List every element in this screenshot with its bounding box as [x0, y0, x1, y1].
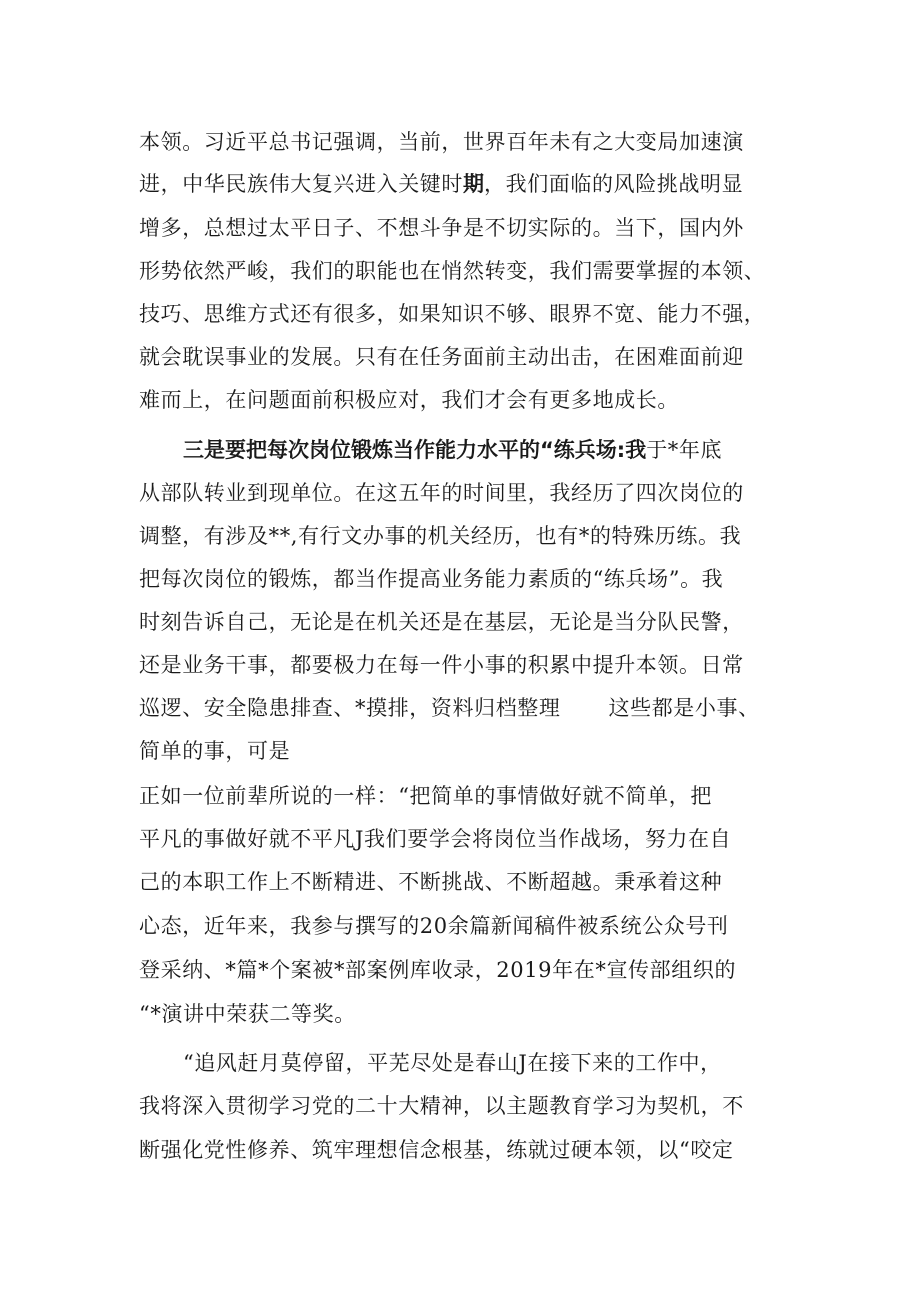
- text-line: 把每次岗位的锻炼，都当作提高业务能力素质的“练兵场”。我: [139, 567, 724, 591]
- text-line: 调整，有涉及**,有行文办事的机关经历，也有*的特殊历练。我: [139, 524, 742, 548]
- text-line: 心态，近年来，我参与撰写的20余篇新闻稿件被系统公众号刊: [139, 914, 729, 938]
- text-line: 我将深入贯彻学习党的二十大精神，以主题教育学习为契机，不: [139, 1094, 744, 1118]
- text-line: 从部队转业到现单位。在这五年的时间里，我经历了四次岗位的: [139, 481, 744, 505]
- text-segment: ，我们面临的风险挑战明显: [484, 172, 744, 196]
- text-segment-bold: 期: [463, 172, 484, 196]
- text-line: [139, 170, 743, 198]
- text-line: 平凡的事做好就不平凡J我们要学会将岗位当作战场，努力在自: [139, 827, 732, 851]
- text-segment: 巡逻、安全隐患排查、*摸排，资料归档整理: [139, 696, 561, 720]
- text-line: 登采纳、*篇*个案被*部案例库收录，2019年在*宣传部组织的: [139, 958, 737, 982]
- text-line: 形势依然严峻，我们的职能也在悄然转变，我们需要掌握的本领、: [139, 259, 766, 283]
- text-line: “追风赶月莫停留，平芜尽处是春山J在接下来的工作中，: [183, 1051, 722, 1075]
- section-heading-line: [183, 436, 722, 464]
- text-segment: 这些都是小事、: [608, 696, 760, 720]
- text-line: 增多，总想过太平日子、不想斗争是不切实际的。当下，国内外: [139, 216, 744, 240]
- text-line: 就会耽误事业的发展。只有在任务面前主动出击，在困难面前迎: [139, 345, 744, 369]
- text-line: 时刻告诉自己，无论是在机关还是在基层，无论是当分队民警，: [139, 610, 744, 634]
- text-segment: 于*年底: [646, 438, 723, 462]
- text-line: 断强化党性修养、筑牢理想信念根基，练就过硬本领，以“咬定: [139, 1138, 734, 1162]
- text-line: 己的本职工作上不断精进、不断挑战、不断超越。秉承着这种: [139, 870, 723, 894]
- section-heading: 三是要把每次岗位锻炼当作能力水平的“练兵场:我: [183, 438, 647, 462]
- text-line: 简单的事，可是: [139, 739, 291, 763]
- text-line: “*演讲中荣获二等奖。: [139, 1002, 356, 1026]
- text-segment: 进，中华民族伟大复兴进入关键时: [139, 172, 463, 196]
- text-line: 本领。习近平总书记强调，当前，世界百年未有之大变局加速演: [139, 130, 744, 154]
- text-line: 难而上，在问题面前积极应对，我们才会有更多地成长。: [139, 388, 679, 412]
- text-line: 技巧、思维方式还有很多，如果知识不够、眼界不宽、能力不强，: [139, 302, 766, 326]
- text-line: [139, 694, 760, 722]
- text-line: 正如一位前辈所说的一样：“把简单的事情做好就不简单，把: [139, 784, 712, 808]
- text-line: 还是业务干事，都要极力在每一件小事的积累中提升本领。日常: [139, 653, 744, 677]
